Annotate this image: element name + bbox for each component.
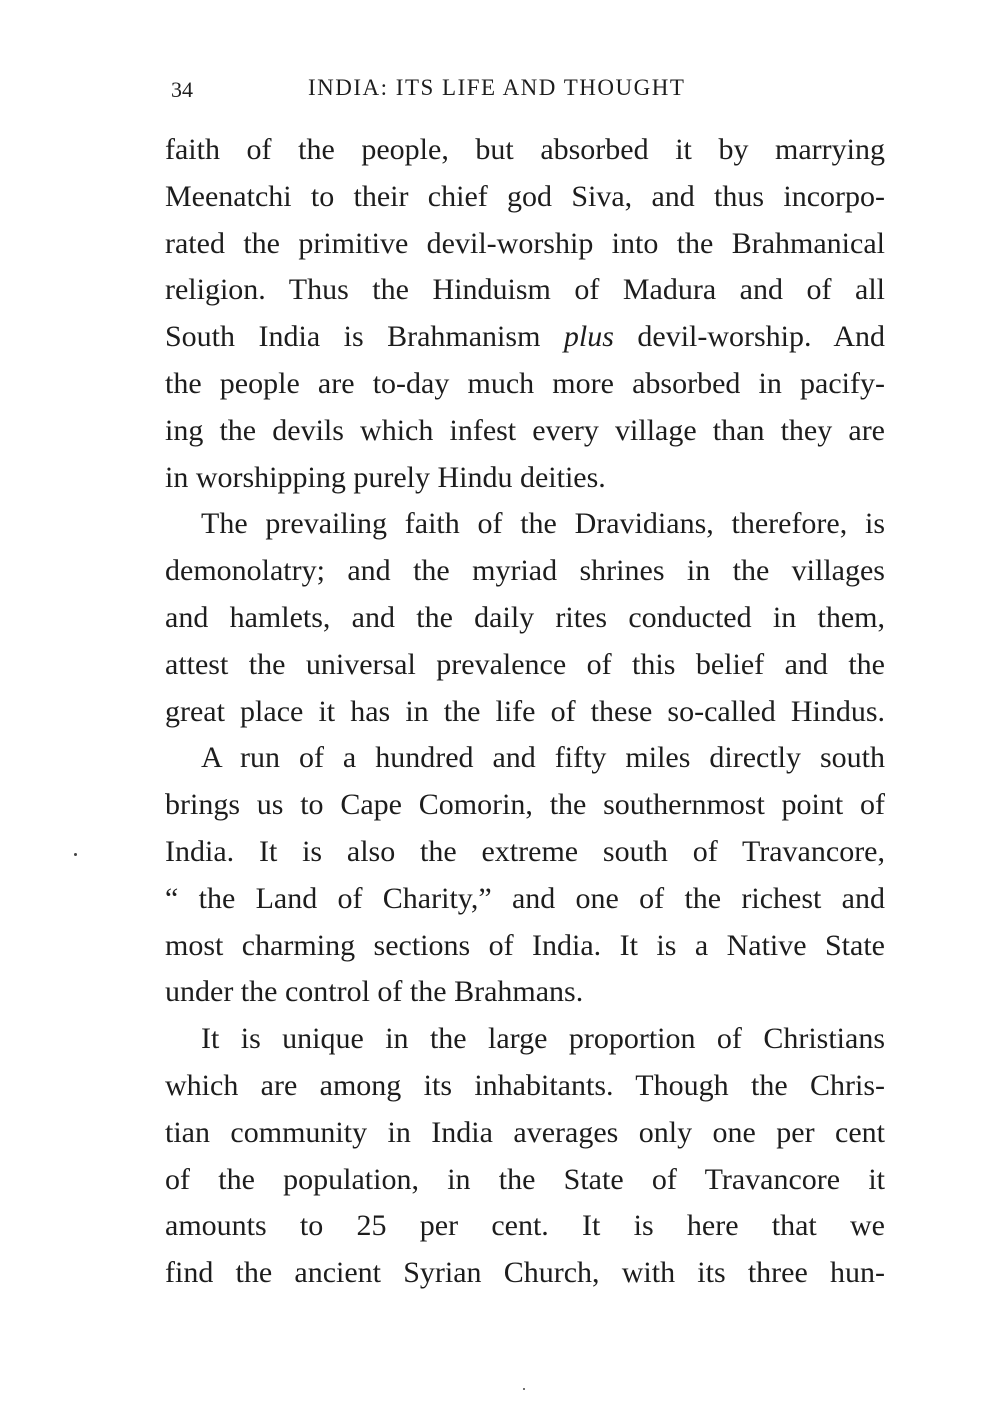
paragraph-1 <box>165 127 885 501</box>
text-line: demonolatry; and the myriad shrines in the villages <box>165 554 885 588</box>
running-title: INDIA: ITS LIFE AND THOUGHT <box>308 75 686 100</box>
text-line: tian community in India averages only one per cent <box>165 1115 885 1149</box>
scan-speck <box>523 1388 525 1390</box>
running-head <box>165 68 885 108</box>
text-line: faith of the people, but absorbed it by marrying <box>165 133 885 166</box>
text-line: rated the primitive devil-worship into the Brahmanical <box>165 226 885 260</box>
text-line-with-italic <box>165 314 885 361</box>
text-fragment: devil-worship. And <box>613 320 886 354</box>
text-line: amounts to 25 per cent. It is here that we <box>165 1209 885 1243</box>
body-text <box>165 127 885 1297</box>
text-line: The prevailing faith of the Dravidians, therefore, is <box>201 507 885 541</box>
page-number: 34 <box>171 77 193 102</box>
text-line: religion. Thus the Hinduism of Madura and of all <box>165 273 885 307</box>
text-line: most charming sections of India. It is a Native State <box>165 928 885 962</box>
text-line: the people are to-day much more absorbed in pacify- <box>165 366 885 400</box>
text-line: Meenatchi to their chief god Siva, and thus incorpo- <box>165 179 885 213</box>
text-fragment: South India is Brahmanism <box>165 320 564 354</box>
text-line: It is unique in the large proportion of Christians <box>201 1022 885 1056</box>
paragraph-3 <box>165 735 885 1016</box>
scan-speck <box>74 853 77 856</box>
text-line: in worshipping purely Hindu deities. <box>165 460 606 494</box>
italic-word: plus <box>563 320 614 354</box>
text-line: and hamlets, and the daily rites conducted in them, <box>165 600 885 634</box>
text-line: find the ancient Syrian Church, with its three hun- <box>165 1256 885 1290</box>
text-line: ing the devils which infest every village than they are <box>165 413 885 447</box>
text-line: A run of a hundred and fifty miles directly south <box>201 741 885 775</box>
paragraph-4 <box>165 1016 885 1297</box>
text-line: “ the Land of Charity,” and one of the richest and <box>165 881 885 915</box>
text-line: under the control of the Brahmans. <box>165 975 584 1009</box>
text-line: attest the universal prevalence of this belief and the <box>165 647 885 681</box>
text-line: of the population, in the State of Travancore it <box>165 1162 885 1196</box>
paragraph-2 <box>165 501 885 735</box>
text-line: great place it has in the life of these so-called Hindus. <box>165 694 885 728</box>
text-line: brings us to Cape Comorin, the southernmost point of <box>165 788 885 822</box>
text-line: which are among its inhabitants. Though the Chris- <box>165 1068 885 1102</box>
text-line: India. It is also the extreme south of Travancore, <box>165 834 885 868</box>
